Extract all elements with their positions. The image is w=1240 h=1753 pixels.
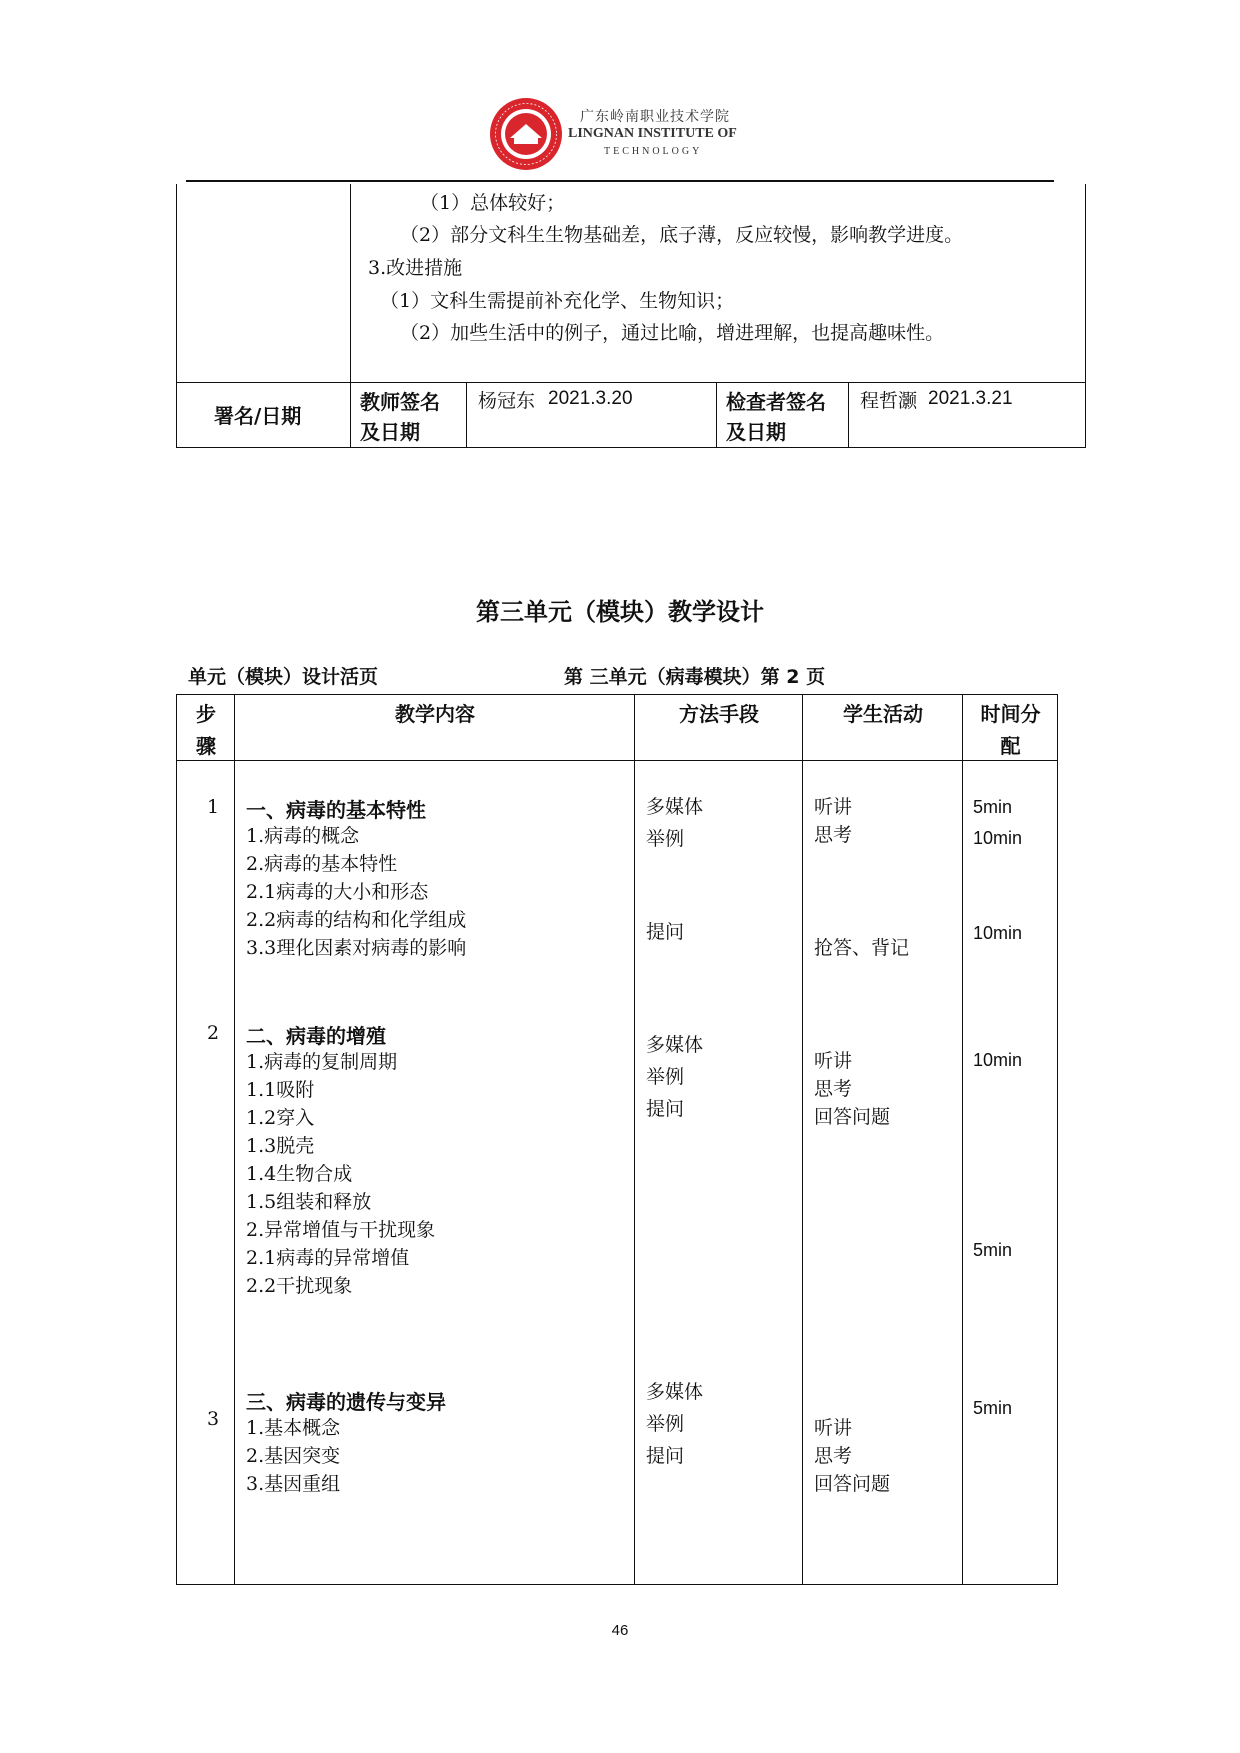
table-border	[176, 184, 177, 447]
method: 多媒体	[646, 1034, 704, 1056]
teacher-sign-label: 教师签名	[360, 390, 440, 414]
method: 多媒体	[646, 796, 704, 818]
header-step: 步	[196, 702, 216, 726]
method: 提问	[646, 1445, 685, 1467]
time-value: 10min	[973, 923, 1023, 943]
step-number: 3	[207, 1408, 220, 1430]
school-name-en-sub: TECHNOLOGY	[604, 146, 703, 157]
time-value: 10min	[973, 1050, 1023, 1070]
method: 举例	[646, 1066, 685, 1088]
content-item: 1.3脱壳	[246, 1135, 315, 1157]
school-name-cn: 广东岭南职业技术学院	[580, 109, 730, 125]
content-item: 1.病毒的复制周期	[246, 1051, 398, 1073]
checker-sign-label: 及日期	[726, 420, 786, 444]
table-border	[176, 760, 1058, 761]
checker-name: 程哲灏	[860, 390, 918, 412]
time-value: 5min	[973, 1398, 1013, 1418]
header-activity: 学生活动	[843, 702, 923, 726]
sheet-label: 单元（模块）设计活页	[188, 666, 379, 688]
school-name-en: LINGNAN INSTITUTE OF	[568, 126, 737, 141]
content-item: 1.病毒的概念	[246, 825, 360, 847]
content-item: 1.2穿入	[246, 1107, 315, 1129]
header-time: 配	[1000, 734, 1021, 758]
time-value: 10min	[973, 828, 1023, 848]
table-border	[1085, 184, 1086, 447]
review-line: （2）加些生活中的例子，通过比喻，增进理解，也提高趣味性。	[400, 322, 945, 344]
table-border	[176, 447, 1086, 448]
content-item: 3.3理化因素对病毒的影响	[246, 937, 467, 959]
activity: 回答问题	[814, 1106, 891, 1128]
content-item: 2.2干扰现象	[246, 1275, 353, 1297]
activity: 听讲	[814, 1417, 853, 1439]
step-number: 2	[207, 1022, 220, 1044]
content-item: 1.基本概念	[246, 1417, 341, 1439]
activity: 思考	[814, 1078, 853, 1100]
activity: 思考	[814, 824, 853, 846]
teacher-name: 杨冠东	[478, 390, 536, 412]
step-heading: 三、病毒的遗传与变异	[246, 1390, 446, 1414]
content-item: 1.5组装和释放	[246, 1191, 372, 1213]
table-border	[176, 694, 177, 1585]
method: 举例	[646, 1413, 685, 1435]
table-border	[848, 382, 849, 447]
unit-page-label: 第 三单元（病毒模块）第 2 页	[564, 666, 826, 688]
method: 举例	[646, 828, 685, 850]
time-value: 5min	[973, 797, 1013, 817]
checker-date: 2021.3.21	[928, 388, 1013, 409]
sign-date-label: 署名/日期	[214, 404, 302, 428]
activity: 听讲	[814, 1050, 853, 1072]
activity: 听讲	[814, 796, 853, 818]
method: 多媒体	[646, 1381, 704, 1403]
step-heading: 二、病毒的增殖	[246, 1024, 386, 1048]
content-item: 1.1吸附	[246, 1079, 315, 1101]
header-method: 方法手段	[679, 702, 759, 726]
table-border	[234, 694, 235, 1585]
review-line: （1）文科生需提前补充化学、生物知识；	[380, 290, 735, 312]
checker-sign-label: 检查者签名	[726, 390, 826, 414]
review-line: （1）总体较好；	[420, 192, 566, 214]
activity: 思考	[814, 1445, 853, 1467]
method: 提问	[646, 1098, 685, 1120]
table-border	[962, 694, 963, 1585]
review-line: 3.改进措施	[368, 257, 463, 279]
teacher-date: 2021.3.20	[548, 388, 633, 409]
content-item: 1.4生物合成	[246, 1163, 353, 1185]
method: 提问	[646, 921, 685, 943]
page-number: 46	[611, 1622, 629, 1639]
review-line: （2）部分文科生生物基础差，底子薄，反应较慢，影响教学进度。	[400, 224, 964, 246]
content-item: 2.病毒的基本特性	[246, 853, 398, 875]
header-rule	[186, 180, 1054, 182]
teacher-sign-label: 及日期	[360, 420, 420, 444]
school-logo	[488, 96, 564, 172]
header-step: 骤	[196, 734, 216, 758]
content-item: 2.1病毒的异常增值	[246, 1247, 410, 1269]
table-border	[466, 382, 467, 447]
unit-title: 第三单元（模块）教学设计	[476, 598, 764, 626]
table-border	[802, 694, 803, 1585]
table-border	[176, 382, 1086, 383]
header-time: 时间分	[980, 702, 1041, 726]
table-border	[1057, 694, 1058, 1585]
table-border	[634, 694, 635, 1585]
table-border	[176, 694, 1058, 695]
step-heading: 一、病毒的基本特性	[246, 798, 426, 822]
content-item: 2.基因突变	[246, 1445, 341, 1467]
table-border	[176, 1584, 1058, 1585]
table-border	[716, 382, 717, 447]
content-item: 2.异常增值与干扰现象	[246, 1219, 436, 1241]
content-item: 2.1病毒的大小和形态	[246, 881, 429, 903]
activity: 回答问题	[814, 1473, 891, 1495]
header-content: 教学内容	[395, 702, 475, 726]
content-item: 3.基因重组	[246, 1473, 341, 1495]
activity: 抢答、背记	[814, 937, 910, 959]
step-number: 1	[207, 796, 220, 818]
time-value: 5min	[973, 1240, 1013, 1260]
table-border	[350, 184, 351, 447]
content-item: 2.2病毒的结构和化学组成	[246, 909, 467, 931]
